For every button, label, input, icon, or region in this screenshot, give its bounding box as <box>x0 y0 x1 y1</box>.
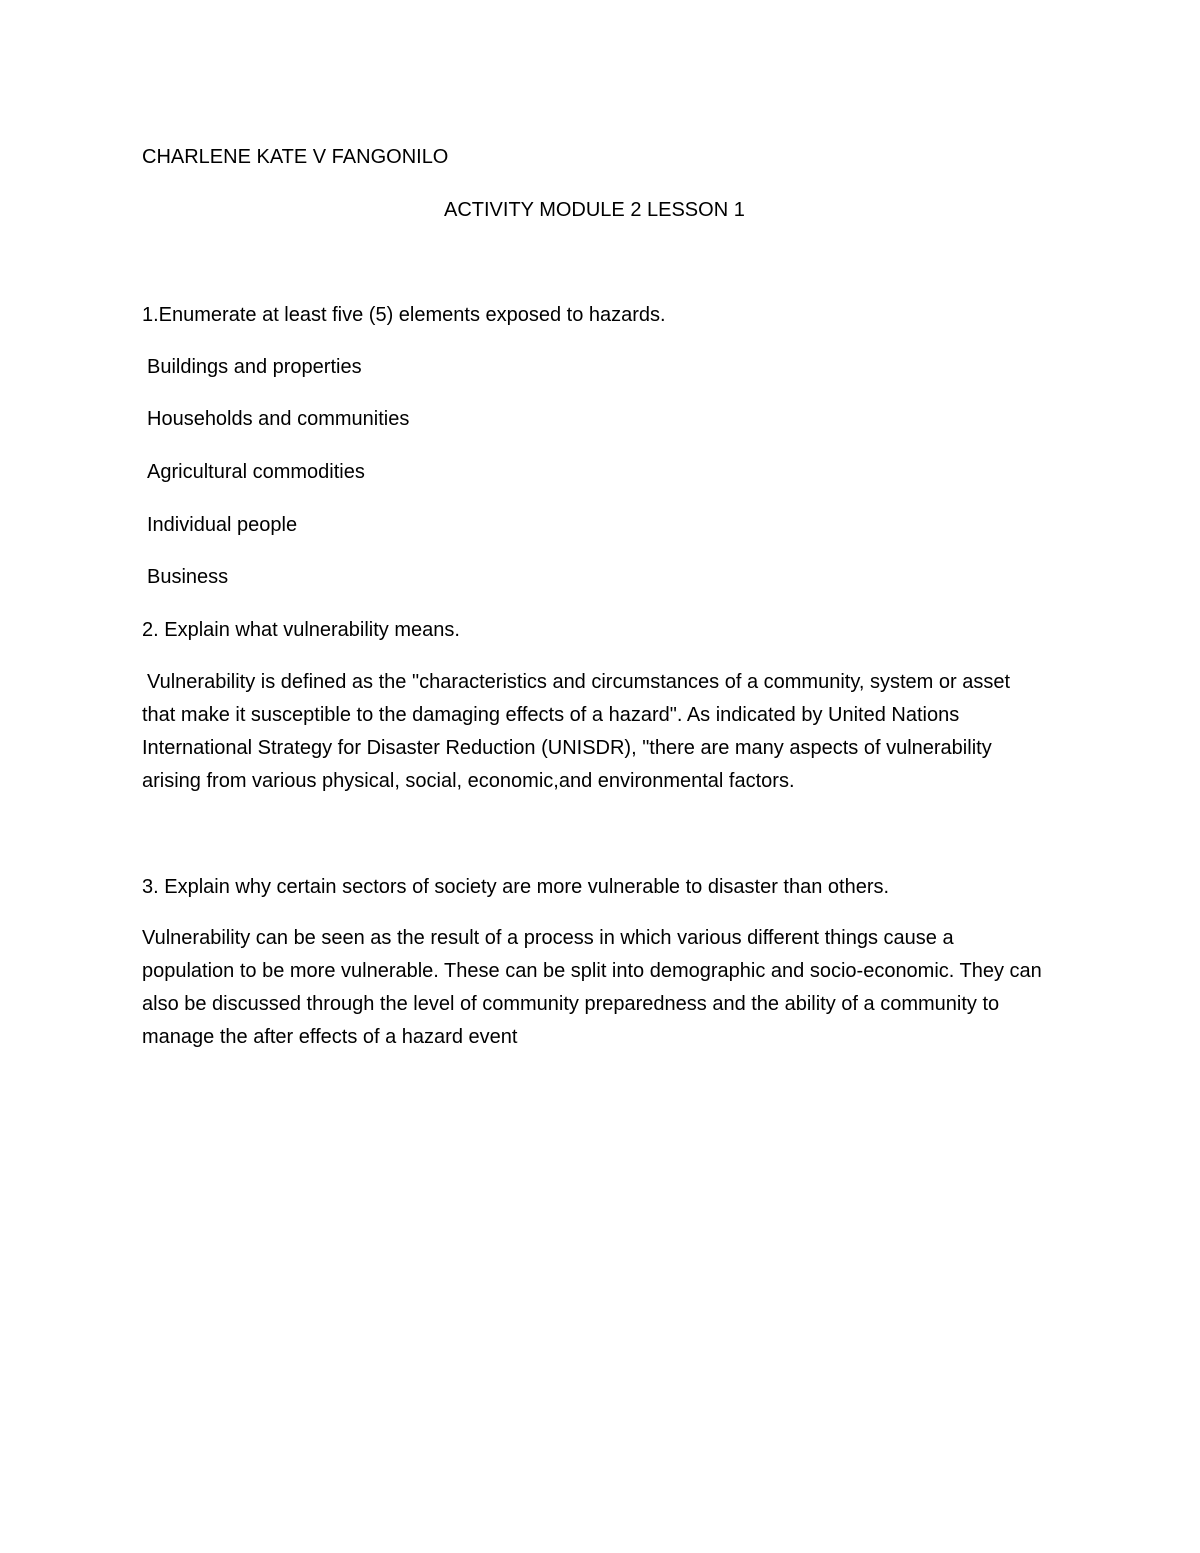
answer-1-item: Business <box>147 566 229 588</box>
answer-1-item: Agricultural commodities <box>147 461 365 483</box>
question-2: 2. Explain what vulnerability means. <box>142 619 460 641</box>
answer-1-item: Households and communities <box>147 408 410 430</box>
question-3: 3. Explain why certain sectors of society are more vulnerable to disaster than others. <box>142 876 890 898</box>
answer-2-paragraph: Vulnerability is defined as the "characteristics and circumstances of a community, system or asset that make it susceptible to the damaging effects of a hazard". As indicated by United Nations International Strategy for Disaster Reduction (UNISDR), "there are many aspects of vulnerability arising from various physical, social, economic,and environmental factors. <box>142 671 1011 792</box>
author-name: CHARLENE KATE V FANGONILO <box>142 146 449 168</box>
answer-3-paragraph: Vulnerability can be seen as the result of a process in which various different things cause a population to be more vulnerable. These can be split into demographic and socio-economic. They can also be discussed through the level of community preparedness and the ability of a community to manage the after effects of a hazard event <box>142 927 1042 1048</box>
question-1: 1.Enumerate at least five (5) elements exposed to hazards. <box>142 304 666 326</box>
document-title: ACTIVITY MODULE 2 LESSON 1 <box>444 199 745 221</box>
answer-1-item: Buildings and properties <box>147 356 362 378</box>
answer-1-item: Individual people <box>147 514 298 536</box>
